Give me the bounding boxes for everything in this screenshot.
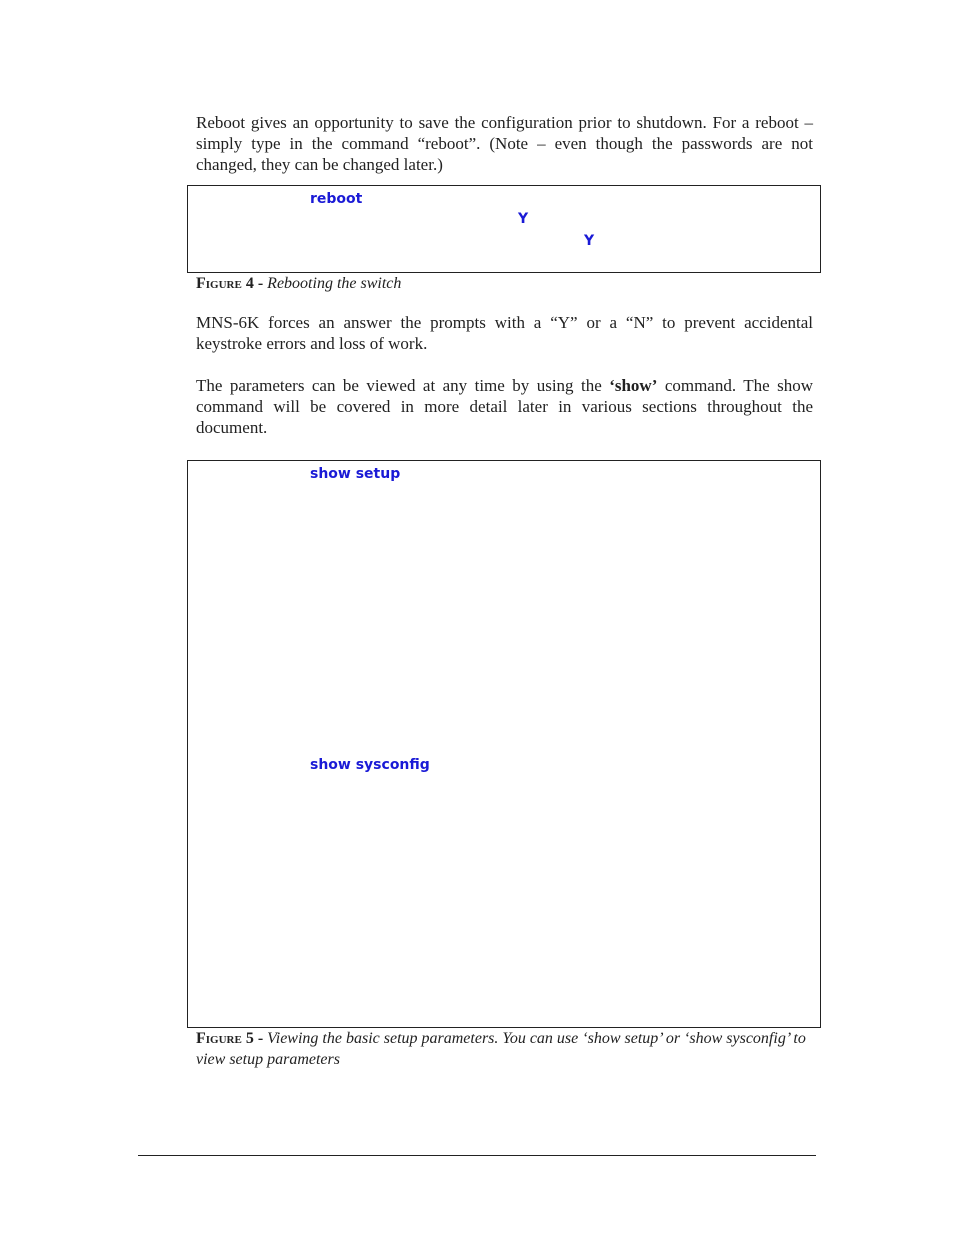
reboot-command: reboot [310, 191, 363, 207]
figure-4-console-box [187, 185, 821, 273]
figure-5-console-box [187, 460, 821, 1028]
show-intro-paragraph [196, 375, 813, 438]
show-intro-after: command. The show command will be covered in more detail later in various sections throughout the document. [196, 376, 813, 437]
figure-5-caption [196, 1028, 813, 1070]
confirm-answer-2: Y [584, 233, 595, 249]
footer-divider [138, 1155, 816, 1156]
figure-5-caption-text: Viewing the basic setup parameters. You can use ‘show setup’ or ‘show sysconfig’ to view setup parameters [196, 1030, 806, 1068]
show-intro-before: The parameters can be viewed at any time by using the [196, 376, 610, 395]
figure-4-caption-text: Rebooting the switch [267, 275, 402, 292]
show-keyword: ‘show’ [609, 376, 658, 395]
confirm-answer-1: Y [518, 211, 529, 227]
prompts-note-paragraph: MNS-6K forces an answer the prompts with a “Y” or a “N” to prevent accidental keystroke errors and loss of work. [196, 313, 813, 353]
figure-4-caption [196, 273, 813, 294]
show-sysconfig-command: show sysconfig [310, 757, 430, 773]
figure-4-caption-label: Figure 4 - [196, 275, 268, 292]
show-setup-command: show setup [310, 466, 401, 482]
figure-5-caption-label: Figure 5 - [196, 1030, 268, 1047]
reboot-intro-paragraph: Reboot gives an opportunity to save the configuration prior to shutdown. For a reboot – simply type in the command “reboot”. (Note – even though the passwords are not changed, they can be changed later.) [196, 113, 813, 174]
